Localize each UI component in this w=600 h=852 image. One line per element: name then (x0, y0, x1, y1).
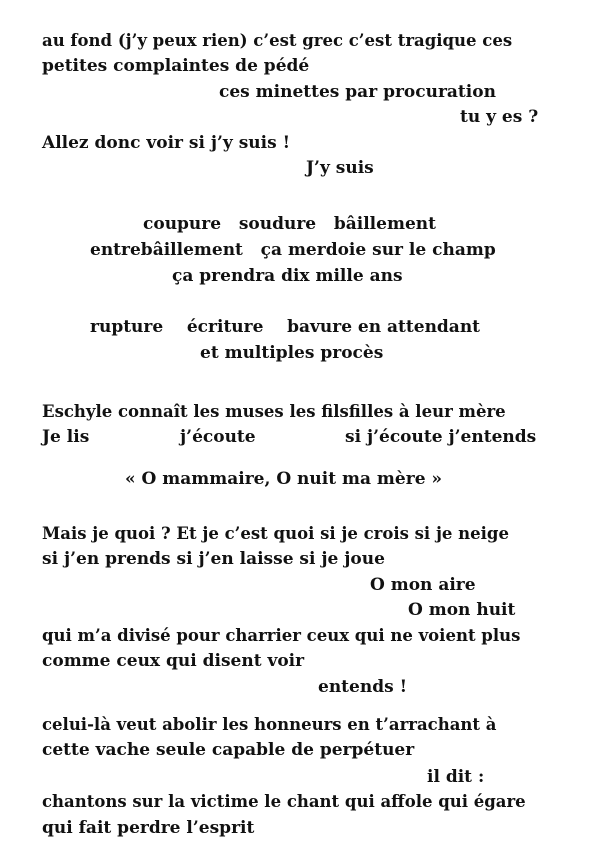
poem-line: rupture écriture bavure en attendant (90, 317, 481, 337)
poem-line: Mais je quoi ? Et je c’est quoi si je crois si je neige (42, 524, 509, 543)
poem-line: il dit : (427, 767, 485, 787)
poem-line: entends ! (318, 677, 408, 697)
poem-line: petites complaintes de pédé (42, 56, 310, 76)
poem-line: Allez donc voir si j’y suis ! (42, 133, 291, 153)
poem-line: cette vache seule capable de perpétuer (42, 740, 415, 760)
poem-line: O mon aire (370, 575, 476, 595)
poem-line: Eschyle connaît les muses les filsfilles à leur mère (42, 402, 506, 421)
poem-line: coupure soudure bâillement (143, 214, 436, 234)
poem-line: « O mammaire, O nuit ma mère » (125, 469, 443, 489)
poem-line: qui fait perdre l’esprit (42, 818, 255, 838)
poem-line: O mon huit (408, 600, 516, 620)
poem-line: si j’écoute j’entends (345, 427, 537, 447)
poem-line: au fond (j’y peux rien) c’est grec c’est tragique ces (42, 31, 513, 50)
poem-line: Je lis (42, 427, 90, 447)
poem-line: chantons sur la victime le chant qui affole qui égare (42, 792, 526, 811)
poem-line: ça prendra dix mille ans (172, 266, 403, 286)
poem-line: j’écoute (180, 427, 256, 447)
poem-line: et multiples procès (200, 343, 384, 363)
poem-line: J’y suis (306, 158, 374, 178)
poem-line: entrebâillement ça merdoie sur le champ (90, 240, 496, 260)
poem-line: comme ceux qui disent voir (42, 651, 305, 671)
poem-line: celui-là veut abolir les honneurs en t’arrachant à (42, 715, 497, 734)
poem-line: tu y es ? (460, 107, 539, 127)
poem-line: ces minettes par procuration (219, 82, 496, 102)
poem-line: qui m’a divisé pour charrier ceux qui ne voient plus (42, 626, 521, 645)
poem-line: si j’en prends si j’en laisse si je joue (42, 549, 385, 569)
